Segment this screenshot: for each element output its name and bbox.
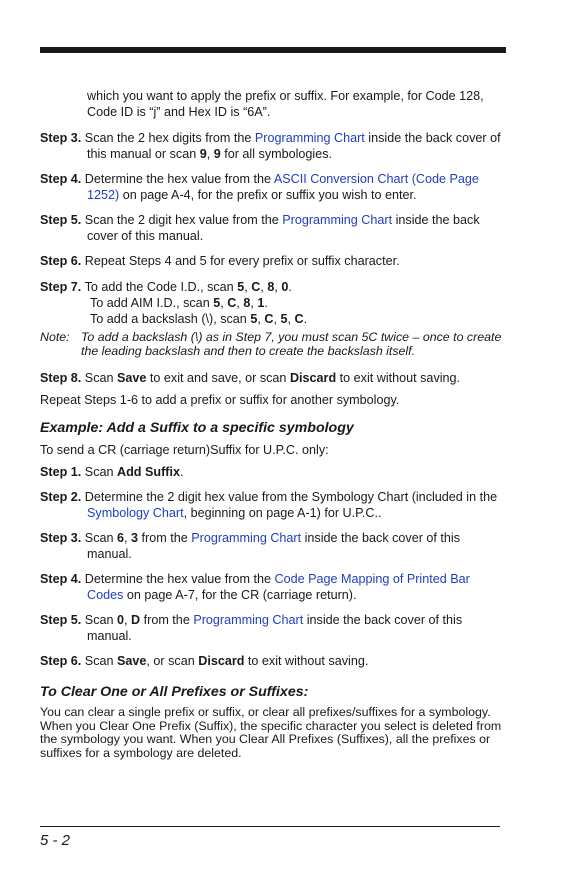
step-text: to exit without saving. bbox=[336, 371, 461, 385]
step-label: Step 6. bbox=[40, 654, 82, 668]
key-value: Save bbox=[117, 371, 147, 385]
separator: , bbox=[206, 147, 214, 161]
footer-rule bbox=[40, 826, 500, 827]
note-text: To add a backslash (\) as in Step 7, you must scan 5C twice – once to create the leading backslash and then to create the backslash itself. bbox=[81, 330, 502, 358]
step-label: Step 3. bbox=[40, 131, 82, 145]
step-text: from the bbox=[140, 613, 194, 627]
step-text: , beginning on page A-1) for U.P.C.. bbox=[183, 506, 382, 520]
key-value: Add Suffix bbox=[117, 465, 180, 479]
step-7 bbox=[40, 279, 502, 327]
separator: , bbox=[250, 296, 258, 310]
step-text: , or scan bbox=[146, 654, 199, 668]
step-4 bbox=[40, 171, 502, 203]
step-text: inside the back cover of this manual or scan bbox=[87, 131, 501, 161]
programming-chart-link[interactable]: Programming Chart bbox=[193, 613, 304, 627]
note-label: Note: bbox=[40, 330, 70, 344]
key-value: 9 bbox=[199, 147, 207, 161]
step-text: inside the back cover of this manual. bbox=[87, 531, 461, 561]
step-text: Repeat Steps 4 and 5 for every prefix or suffix character. bbox=[81, 254, 400, 268]
key-value: Discard bbox=[198, 654, 245, 668]
symbology-chart-link[interactable]: Symbology Chart bbox=[87, 506, 184, 520]
step-text: Scan bbox=[81, 531, 117, 545]
step-text: to exit and save, or scan bbox=[146, 371, 290, 385]
separator: , bbox=[236, 296, 244, 310]
step-text: Determine the hex value from the bbox=[81, 172, 274, 186]
step-text: inside the back cover of this manual. bbox=[87, 213, 480, 243]
key-value: 5 bbox=[250, 312, 258, 326]
ascii-chart-link[interactable]: ASCII Conversion Chart (Code Page 1252) bbox=[87, 172, 479, 202]
clear-paragraph: You can clear a single prefix or suffix, or clear all prefixes/suffixes for a symbology. When you Clear One Prefix (Suffix), the specific character you select is deleted from the symbology you want. When you Clear All Prefixes (Suffixes), all the prefixes or suffixes for a symbology are deleted. bbox=[40, 705, 502, 760]
separator: . bbox=[264, 296, 268, 310]
programming-chart-link[interactable]: Programming Chart bbox=[282, 213, 393, 227]
step-text: . bbox=[179, 465, 184, 479]
key-value: C bbox=[264, 312, 274, 326]
separator: . bbox=[288, 280, 292, 294]
key-value: 1 bbox=[257, 296, 265, 310]
separator: , bbox=[124, 531, 132, 545]
separator: , bbox=[124, 613, 132, 627]
step-label: Step 7. bbox=[40, 280, 82, 294]
step-text: Scan bbox=[81, 465, 117, 479]
example-step-5 bbox=[40, 612, 502, 644]
programming-chart-link[interactable]: Programming Chart bbox=[191, 531, 302, 545]
step-text: Scan bbox=[81, 371, 117, 385]
step-7-line bbox=[40, 279, 502, 295]
separator: , bbox=[257, 312, 265, 326]
intro-text: which you want to apply the prefix or suffix. For example, for Code 128, Code ID is “j” and Hex ID is “6A”. bbox=[87, 89, 484, 119]
key-value: 6 bbox=[117, 531, 125, 545]
step-text: Scan the 2 hex digits from the bbox=[81, 131, 255, 145]
page-number: 5 - 2 bbox=[40, 832, 71, 849]
step-label: Step 8. bbox=[40, 371, 82, 385]
step-text: from the bbox=[138, 531, 192, 545]
separator: , bbox=[274, 280, 282, 294]
example-step-6 bbox=[40, 653, 502, 669]
example-heading: Example: Add a Suffix to a specific symbology bbox=[40, 420, 354, 436]
key-value: 3 bbox=[131, 531, 139, 545]
step-text: on page A-4, for the prefix or suffix you wish to enter. bbox=[119, 188, 417, 202]
key-value: C bbox=[251, 280, 261, 294]
key-value: 5 bbox=[237, 280, 245, 294]
page-content bbox=[40, 88, 502, 760]
example-step-3 bbox=[40, 530, 502, 562]
step-text: for all symbologies. bbox=[220, 147, 333, 161]
step-text: Scan the 2 digit hex value from the bbox=[81, 213, 283, 227]
key-value: Save bbox=[117, 654, 147, 668]
key-value: 8 bbox=[267, 280, 275, 294]
step-label: Step 5. bbox=[40, 613, 82, 627]
step-label: Step 6. bbox=[40, 254, 82, 268]
step-label: Step 1. bbox=[40, 465, 82, 479]
example-step-4 bbox=[40, 571, 502, 603]
separator: , bbox=[220, 296, 228, 310]
key-value: C bbox=[294, 312, 304, 326]
separator: , bbox=[287, 312, 295, 326]
key-value: 9 bbox=[213, 147, 221, 161]
separator: , bbox=[273, 312, 281, 326]
step-label: Step 5. bbox=[40, 213, 82, 227]
step-text: To add AIM I.D., scan bbox=[90, 296, 214, 310]
example-step-2 bbox=[40, 489, 502, 521]
key-value: C bbox=[227, 296, 237, 310]
example-step-1 bbox=[40, 464, 502, 480]
step-text: To add a backslash (\), scan bbox=[90, 312, 251, 326]
note bbox=[40, 330, 502, 358]
step-7-line bbox=[40, 311, 502, 327]
clear-heading: To Clear One or All Prefixes or Suffixes: bbox=[40, 684, 309, 700]
step-3 bbox=[40, 130, 502, 162]
separator: , bbox=[244, 280, 252, 294]
key-value: 0 bbox=[281, 280, 289, 294]
programming-chart-link[interactable]: Programming Chart bbox=[254, 131, 365, 145]
step-label: Step 4. bbox=[40, 172, 82, 186]
step-7-line bbox=[40, 295, 502, 311]
separator: . bbox=[303, 312, 308, 326]
code-page-mapping-link[interactable]: Code Page Mapping of Printed Bar Codes bbox=[87, 572, 470, 602]
example-intro: To send a CR (carriage return)Suffix for U.P.C. only: bbox=[40, 443, 329, 457]
step-text: Determine the 2 digit hex value from the Symbology Chart (included in the bbox=[81, 490, 498, 504]
key-value: Discard bbox=[289, 371, 337, 385]
step-6 bbox=[40, 253, 502, 269]
step-text: inside the back cover of this manual. bbox=[87, 613, 463, 643]
key-value: 0 bbox=[117, 613, 125, 627]
step-8 bbox=[40, 370, 502, 386]
step-label: Step 3. bbox=[40, 531, 82, 545]
key-value: 5 bbox=[213, 296, 221, 310]
step-label: Step 4. bbox=[40, 572, 82, 586]
repeat-text: Repeat Steps 1-6 to add a prefix or suffix for another symbology. bbox=[40, 393, 400, 407]
step-text: To add the Code I.D., scan bbox=[81, 280, 238, 294]
step-text: to exit without saving. bbox=[244, 654, 369, 668]
step-text: on page A-7, for the CR (carriage return). bbox=[123, 588, 357, 602]
key-value: 5 bbox=[280, 312, 288, 326]
key-value: 8 bbox=[243, 296, 251, 310]
step-label: Step 2. bbox=[40, 490, 82, 504]
header-rule bbox=[40, 47, 506, 53]
step-text: Scan bbox=[81, 654, 117, 668]
step-5 bbox=[40, 212, 502, 244]
step-text: Scan bbox=[81, 613, 117, 627]
separator: , bbox=[260, 280, 268, 294]
step-text: Determine the hex value from the bbox=[81, 572, 275, 586]
key-value: D bbox=[131, 613, 141, 627]
